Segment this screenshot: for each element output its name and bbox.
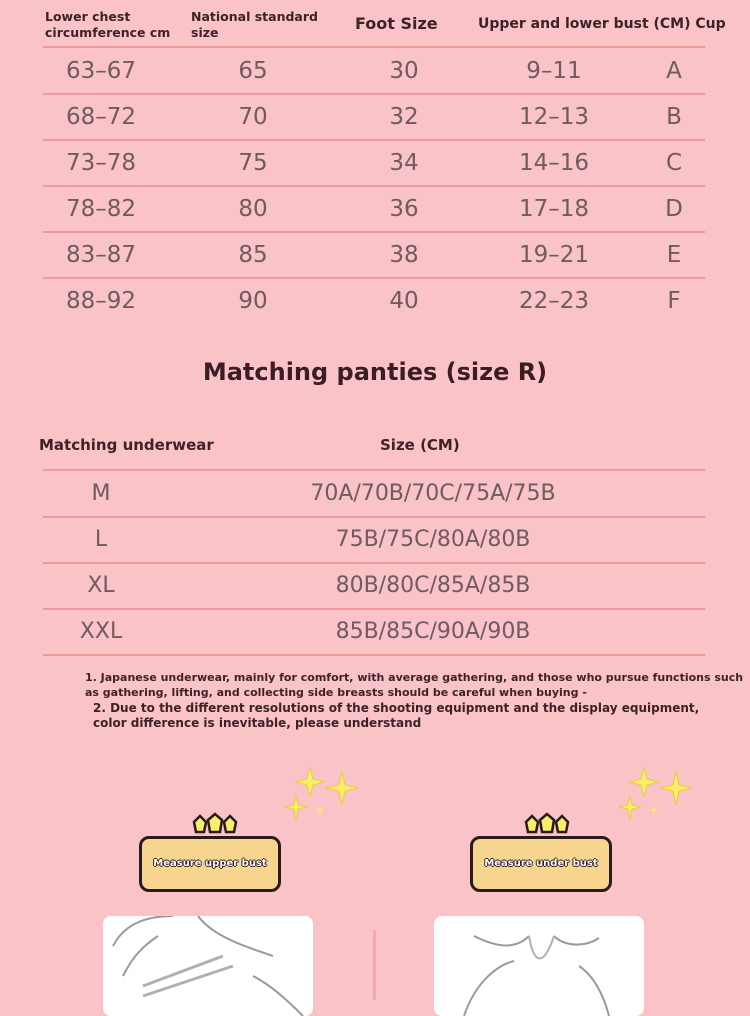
cup-cell: B xyxy=(666,104,682,130)
underwear-size-cell: L xyxy=(94,527,108,552)
table-row xyxy=(43,48,705,94)
panties-section-title: Matching panties (size R) xyxy=(202,358,548,386)
national-size-cell: 85 xyxy=(238,242,268,268)
header-national-size xyxy=(191,9,318,41)
bust-diff-cell: 9–11 xyxy=(526,58,582,84)
cup-cell: E xyxy=(666,242,682,268)
table-row xyxy=(43,140,705,186)
table-row xyxy=(43,609,705,655)
bra-size-list-cell: 80B/80C/85A/85B xyxy=(335,573,531,598)
header-lower-chest-line2: circumference cm xyxy=(45,25,171,40)
note-2-line1: 2. Due to the different resolutions of the shooting equipment and the display equipment, xyxy=(93,701,700,715)
table-row xyxy=(43,563,705,609)
table-row xyxy=(43,186,705,232)
lower-chest-cell: 73–78 xyxy=(65,150,137,176)
note-1 xyxy=(85,670,743,700)
note-2 xyxy=(93,701,699,731)
foot-size-cell: 36 xyxy=(389,196,419,222)
measure-upper-bust-label: Measure upper bust xyxy=(139,836,281,892)
header-size-cm: Size (CM) xyxy=(380,436,460,454)
cup-cell: D xyxy=(665,196,683,222)
table-divider xyxy=(43,654,705,656)
bust-diff-cell: 22–23 xyxy=(518,288,590,314)
foot-size-cell: 32 xyxy=(389,104,419,130)
underwear-size-cell: XL xyxy=(87,573,115,598)
national-size-cell: 75 xyxy=(238,150,268,176)
header-national-size-line2: size xyxy=(191,25,219,40)
foot-size-cell: 34 xyxy=(389,150,419,176)
bust-diff-cell: 14–16 xyxy=(518,150,590,176)
lower-chest-cell: 68–72 xyxy=(65,104,137,130)
lower-chest-cell: 78–82 xyxy=(65,196,137,222)
measure-under-bust-label: Measure under bust xyxy=(470,836,612,892)
cup-cell: F xyxy=(667,288,681,314)
foot-size-cell: 40 xyxy=(389,288,419,314)
bust-diff-cell: 17–18 xyxy=(518,196,590,222)
note-1-line2: as gathering, lifting, and collecting side breasts should be careful when buying - xyxy=(85,686,587,699)
table-row xyxy=(43,94,705,140)
header-lower-chest-line1: Lower chest xyxy=(45,9,131,24)
header-matching-underwear: Matching underwear xyxy=(39,436,214,454)
national-size-cell: 70 xyxy=(238,104,268,130)
table-row xyxy=(43,232,705,278)
underwear-size-cell: M xyxy=(91,481,111,506)
table-row xyxy=(43,278,705,324)
foot-size-cell: 30 xyxy=(389,58,419,84)
national-size-cell: 90 xyxy=(238,288,268,314)
bra-size-list-cell: 70A/70B/70C/75A/75B xyxy=(310,481,556,506)
lower-chest-cell: 88–92 xyxy=(65,288,137,314)
note-1-line1: 1. Japanese underwear, mainly for comfort, with average gathering, and those who pursue functions such xyxy=(85,671,744,684)
body-sketch-icon xyxy=(434,916,644,1016)
header-bust-cup: Upper and lower bust (CM) Cup xyxy=(478,16,726,32)
foot-size-cell: 38 xyxy=(389,242,419,268)
header-lower-chest xyxy=(45,9,170,41)
tag-accent-icon xyxy=(190,812,240,836)
bra-size-list-cell: 85B/85C/90A/90B xyxy=(335,619,531,644)
sparkle-icon xyxy=(616,765,696,825)
upper-bust-illustration xyxy=(103,916,313,1016)
bra-size-list-cell: 75B/75C/80A/80B xyxy=(335,527,531,552)
underwear-size-cell: XXL xyxy=(79,619,123,644)
sparkle-icon xyxy=(282,765,362,825)
lower-chest-cell: 83–87 xyxy=(65,242,137,268)
bust-diff-cell: 19–21 xyxy=(518,242,590,268)
national-size-cell: 65 xyxy=(238,58,268,84)
cup-cell: C xyxy=(665,150,683,176)
lower-chest-cell: 63–67 xyxy=(65,58,137,84)
cup-cell: A xyxy=(666,58,682,84)
tag-accent-icon xyxy=(522,812,572,836)
header-national-size-line1: National standard xyxy=(191,9,318,24)
divider xyxy=(373,930,376,1000)
table-row xyxy=(43,471,705,517)
under-bust-illustration xyxy=(434,916,644,1016)
note-2-line2: color difference is inevitable, please understand xyxy=(93,716,422,730)
body-sketch-icon xyxy=(103,916,313,1016)
table-row xyxy=(43,517,705,563)
header-foot-size: Foot Size xyxy=(355,14,438,33)
bust-diff-cell: 12–13 xyxy=(518,104,590,130)
national-size-cell: 80 xyxy=(238,196,268,222)
